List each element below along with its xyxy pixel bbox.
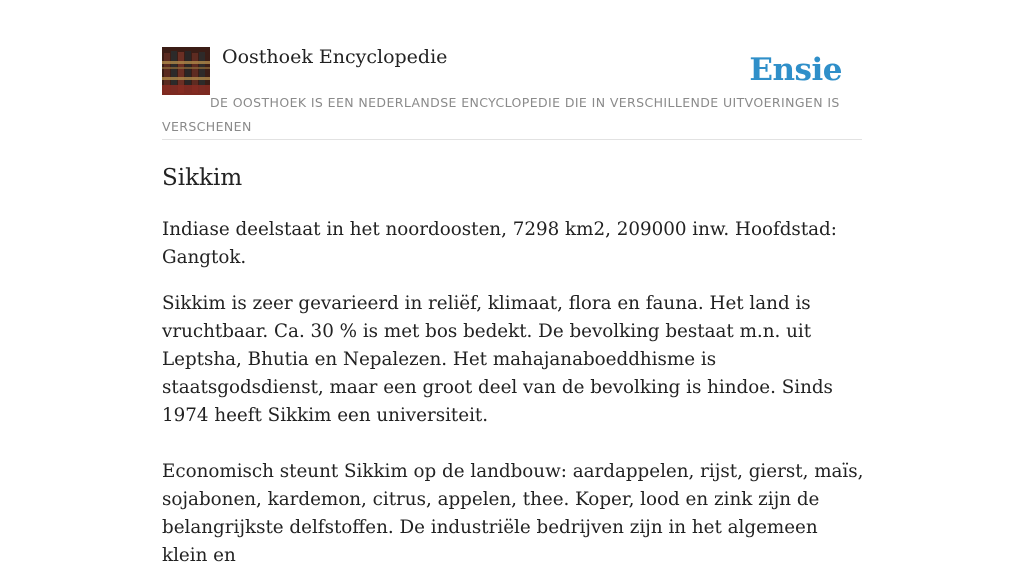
article-paragraph: Economisch steunt Sikkim op de landbouw: aardappelen, rijst, gierst, maïs, sojabonen, kardemon, citrus, appelen, thee. Koper, lood en zink zijn de belangrijkste delfstoffen. De industriële bedrijven zijn in het algemeen klein en bbox=[162, 461, 864, 566]
article-paragraph: Sikkim is zeer gevarieerd in reliëf, klimaat, flora en fauna. Het land is vruchtbaar. Ca. 30 % is met bos bedekt. De bevolking bestaat m.n. uit Leptsha, Bhutia en Nepalezen. Het mahajanaboeddhisme is staatsgodsdienst, maar een groot deel van de bevolking is hindoe. Sinds 1974 heeft Sikkim een universiteit. bbox=[162, 293, 833, 426]
books-icon bbox=[162, 47, 210, 95]
article bbox=[162, 160, 867, 588]
brand-logo[interactable]: Ensie bbox=[749, 52, 842, 88]
avatar[interactable] bbox=[162, 47, 210, 95]
article-title: Sikkim bbox=[162, 165, 243, 191]
site-tagline: DE OOSTHOEK IS EEN NEDERLANDSE ENCYCLOPEDIE DIE IN VERSCHILLENDE UITVOERINGEN IS VERSCHENEN bbox=[162, 95, 840, 134]
article-paragraph: Indiase deelstaat in het noordoosten, 7298 km2, 209000 inw. Hoofdstad: Gangtok. bbox=[162, 219, 837, 268]
site-header bbox=[162, 44, 862, 140]
site-title[interactable]: Oosthoek Encyclopedie bbox=[222, 46, 448, 68]
